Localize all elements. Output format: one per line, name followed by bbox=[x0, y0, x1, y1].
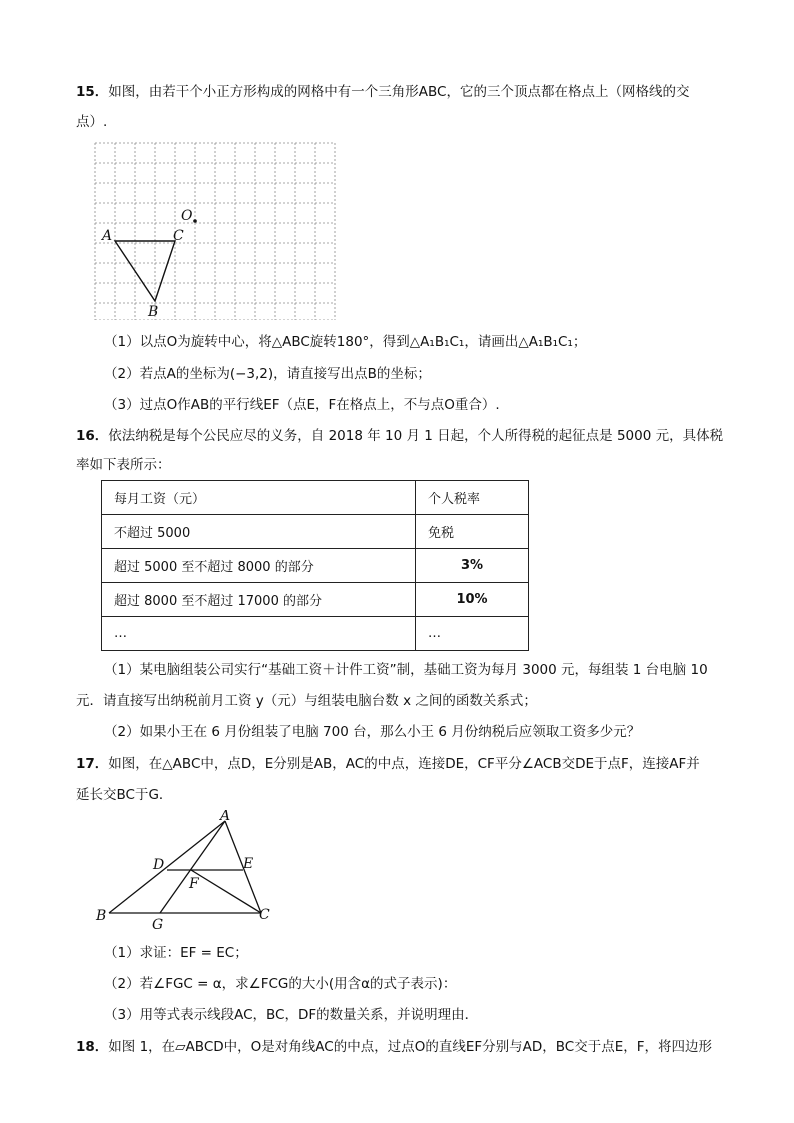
point-o bbox=[193, 219, 197, 223]
label-a: A bbox=[220, 810, 231, 824]
q17-line1 bbox=[76, 754, 700, 774]
label-a: A bbox=[102, 228, 113, 244]
q17-sub1: （1）求证：EF = EC； bbox=[104, 945, 248, 961]
q15-number: 15． bbox=[76, 84, 109, 100]
q17-text: 如图，在△ABC中，点D，E分别是AB，AC的中点，连接DE，CF平分∠ACB交DE于点F，连接AF并 bbox=[108, 756, 700, 772]
label-c: C bbox=[259, 907, 270, 923]
q17-triangle-figure bbox=[92, 810, 292, 936]
q15-line2: 点）. bbox=[76, 114, 108, 130]
table-cell: 免税 bbox=[416, 515, 529, 549]
label-b: B bbox=[96, 908, 107, 924]
table-cell: … bbox=[102, 617, 416, 651]
label-e: E bbox=[243, 856, 254, 872]
tax-rate-table bbox=[101, 480, 529, 651]
table-row bbox=[102, 583, 529, 617]
table-cell: 10% bbox=[416, 583, 529, 617]
table-cell: 不超过 5000 bbox=[102, 515, 416, 549]
q15-line1 bbox=[76, 82, 689, 102]
q15-grid-figure bbox=[92, 140, 337, 320]
label-f: F bbox=[189, 876, 199, 892]
q17-line2: 延长交BC于G． bbox=[76, 787, 173, 803]
table-cell: 超过 8000 至不超过 17000 的部分 bbox=[102, 583, 416, 617]
table-row bbox=[102, 549, 529, 583]
table-row bbox=[102, 617, 529, 651]
q18-text: 如图 1，在▱ABCD中，O是对角线AC的中点，过点O的直线EF分别与AD，BC交于点E，F，将四边形 bbox=[108, 1039, 712, 1055]
table-row bbox=[102, 515, 529, 549]
q15-sub3: （3）过点O作AB的平行线EF（点E，F在格点上，不与点O重合）. bbox=[104, 397, 500, 413]
label-g: G bbox=[152, 917, 164, 933]
q16-line2: 率如下表所示： bbox=[76, 457, 171, 473]
q18-line1 bbox=[76, 1037, 712, 1057]
header-rate: 个人税率 bbox=[416, 481, 529, 515]
label-c: C bbox=[173, 228, 184, 244]
q17-sub2: （2）若∠FGC = α，求∠FCG的大小(用含α的式子表示)： bbox=[104, 976, 457, 992]
table-cell: 3% bbox=[416, 549, 529, 583]
q16-line1 bbox=[76, 426, 723, 446]
q17-number: 17． bbox=[76, 756, 109, 772]
q17-sub3: （3）用等式表示线段AC，BC，DF的数量关系，并说明理由． bbox=[104, 1007, 479, 1023]
label-d: D bbox=[153, 857, 165, 873]
q16-sub1-line1: （1）某电脑组装公司实行“基础工资＋计件工资”制，基础工资为每月 3000 元，每组装 1 台电脑 10 bbox=[104, 662, 708, 678]
q16-sub2: （2）如果小王在 6 月份组装了电脑 700 台，那么小王 6 月份纳税后应领取工资多少元？ bbox=[104, 724, 641, 740]
table-cell: 超过 5000 至不超过 8000 的部分 bbox=[102, 549, 416, 583]
table-header-row bbox=[102, 481, 529, 515]
q16-text: 依法纳税是每个公民应尽的义务，自 2018 年 10 月 1 日起，个人所得税的起征点是 5000 元，具体税 bbox=[108, 428, 724, 444]
table-cell: … bbox=[416, 617, 529, 651]
grid-lines bbox=[95, 143, 335, 320]
label-o: O bbox=[181, 208, 193, 224]
q16-number: 16． bbox=[76, 428, 109, 444]
q15-sub1: （1）以点O为旋转中心，将△ABC旋转180°，得到△A₁B₁C₁，请画出△A₁B₁C₁； bbox=[104, 334, 587, 350]
triangle-abc bbox=[115, 241, 175, 301]
header-salary: 每月工资（元） bbox=[102, 481, 416, 515]
q18-number: 18． bbox=[76, 1039, 109, 1055]
label-b: B bbox=[148, 304, 159, 320]
q15-sub2: （2）若点A的坐标为(−3,2)，请直接写出点B的坐标； bbox=[104, 366, 431, 382]
q15-text: 如图，由若干个小正方形构成的网格中有一个三角形ABC，它的三个顶点都在格点上（网格线的交 bbox=[108, 84, 690, 100]
q16-sub1-line2: 元．请直接写出纳税前月工资 y（元）与组装电脑台数 x 之间的函数关系式； bbox=[76, 693, 537, 709]
